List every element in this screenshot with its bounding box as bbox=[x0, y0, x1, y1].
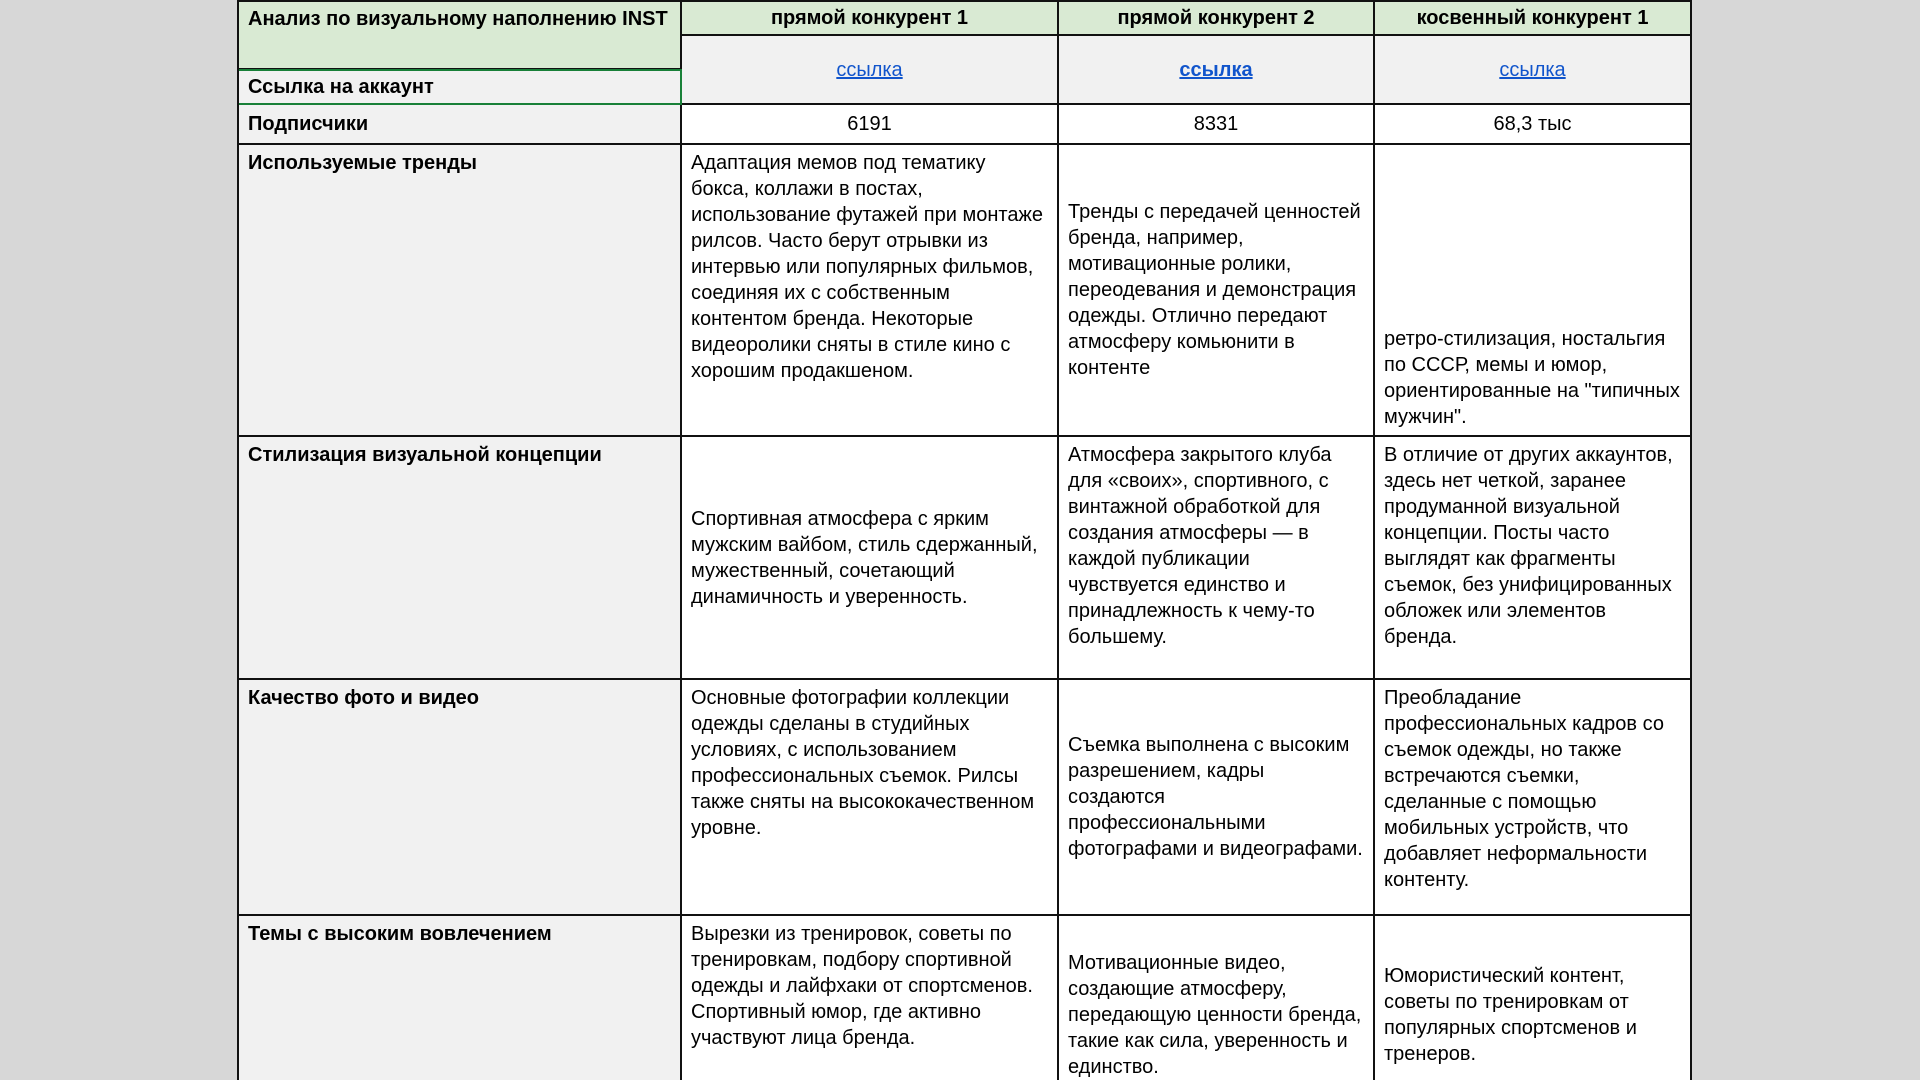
row-label-visual-style[interactable]: Стилизация визуальной концепции bbox=[239, 437, 682, 680]
content-cell-trends-indirect-1[interactable]: ретро-стилизация, ностальгия по СССР, мемы и юмор, ориентированные на "типичных мужчин". bbox=[1375, 145, 1692, 437]
account-link-cell[interactable] bbox=[1059, 36, 1375, 105]
followers-value-cell[interactable]: 68,3 тыс bbox=[1375, 105, 1692, 145]
account-link-cell[interactable] bbox=[1375, 36, 1692, 105]
corner-title-cell[interactable]: Анализ по визуальному наполнению INST bbox=[239, 2, 682, 70]
row-label-photo-video-quality[interactable]: Качество фото и видео bbox=[239, 680, 682, 916]
content-cell-quality-competitor-2[interactable]: Съемка выполнена с высоким разрешением, кадры создаются профессиональными фотографами и видеографами. bbox=[1059, 680, 1375, 916]
header-cell-direct-competitor-2[interactable]: прямой конкурент 2 bbox=[1059, 2, 1375, 36]
account-link[interactable]: ссылка bbox=[836, 58, 903, 81]
account-link[interactable]: ссылка bbox=[1499, 58, 1566, 81]
content-cell-trends-competitor-1[interactable]: Адаптация мемов под тематику бокса, коллажи в постах, использование футажей при монтаже рилсов. Часто берут отрывки из интервью или популярных фильмов, соединяя их с собственным контентом бренда. Некоторые видеоролики сняты в стиле кино с хорошим продакшеном. bbox=[682, 145, 1059, 437]
selected-cell-link-label[interactable]: Ссылка на аккаунт bbox=[237, 69, 682, 105]
followers-value-cell[interactable]: 8331 bbox=[1059, 105, 1375, 145]
content-cell-topics-competitor-2[interactable]: Мотивационные видео, создающие атмосферу, передающую ценности бренда, такие как сила, уверенность и единство. bbox=[1059, 916, 1375, 1080]
spreadsheet-table bbox=[237, 0, 1692, 1080]
content-cell-style-competitor-1[interactable]: Спортивная атмосфера с ярким мужским вайбом, стиль сдержанный, мужественный, сочетающий динамичность и уверенность. bbox=[682, 437, 1059, 680]
header-cell-direct-competitor-1[interactable]: прямой конкурент 1 bbox=[682, 2, 1059, 36]
content-cell-trends-competitor-2[interactable]: Тренды с передачей ценностей бренда, например, мотивационные ролики, переодевания и демонстрация одежды. Отлично передают атмосферу комьюнити в контенте bbox=[1059, 145, 1375, 437]
followers-label-cell[interactable]: Подписчики bbox=[239, 105, 682, 145]
header-cell-indirect-competitor-1[interactable]: косвенный конкурент 1 bbox=[1375, 2, 1692, 36]
content-cell-style-indirect-1[interactable]: В отличие от других аккаунтов, здесь нет четкой, заранее продуманной визуальной концепции. Посты часто выглядят как фрагменты съемок, без унифицированных обложек или элементов бренда. bbox=[1375, 437, 1692, 680]
row-label-trends[interactable]: Используемые тренды bbox=[239, 145, 682, 437]
content-cell-style-competitor-2[interactable]: Атмосфера закрытого клуба для «своих», спортивного, с винтажной обработкой для создания атмосферы — в каждой публикации чувствуется единство и принадлежность к чему-то большему. bbox=[1059, 437, 1375, 680]
followers-value-cell[interactable]: 6191 bbox=[682, 105, 1059, 145]
content-cell-quality-competitor-1[interactable]: Основные фотографии коллекции одежды сделаны в студийных условиях, с использованием профессиональных съемок. Рилсы также сняты на высококачественном уровне. bbox=[682, 680, 1059, 916]
row-label-high-engagement-topics[interactable]: Темы с высоким вовлечением bbox=[239, 916, 682, 1080]
content-cell-topics-indirect-1[interactable]: Юмористический контент, советы по тренировкам от популярных спортсменов и тренеров. bbox=[1375, 916, 1692, 1080]
content-cell-quality-indirect-1[interactable]: Преобладание профессиональных кадров со съемок одежды, но также встречаются съемки, сделанные с помощью мобильных устройств, что добавляет неформальности контенту. bbox=[1375, 680, 1692, 916]
account-link-cell[interactable] bbox=[682, 36, 1059, 105]
account-link[interactable]: ссылка bbox=[1179, 58, 1253, 81]
content-cell-topics-competitor-1[interactable]: Вырезки из тренировок, советы по тренировкам, подбору спортивной одежды и лайфхаки от спортсменов. Спортивный юмор, где активно участвуют лица бренда. bbox=[682, 916, 1059, 1080]
